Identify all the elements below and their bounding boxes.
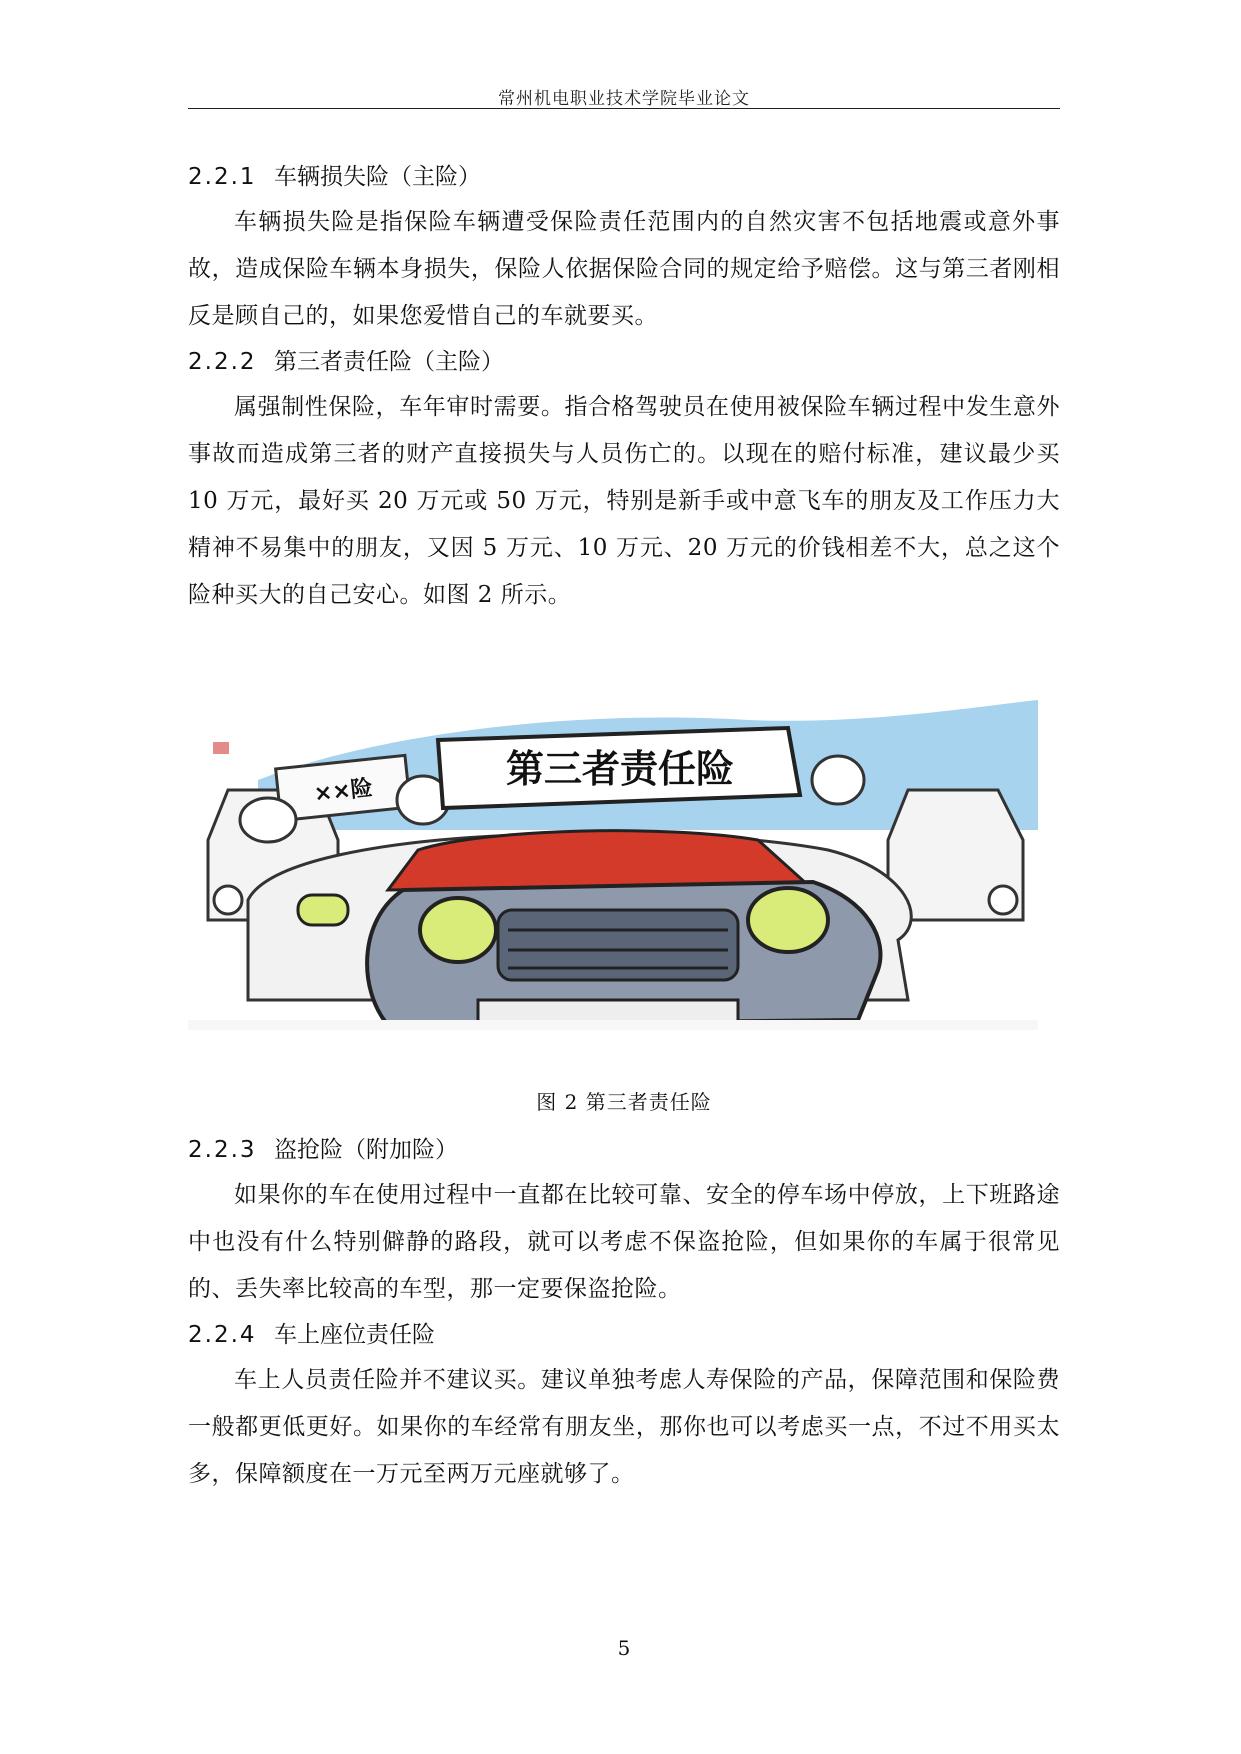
section-paragraph: 车上人员责任险并不建议买。建议单独考虑人寿保险的产品，保障范围和保险费一般都更低更好。如果你的车经常有朋友坐，那你也可以考虑买一点，不过不用买太多，保障额度在一万元至两万元座就够了。 [188,1367,1060,1487]
section-title: 盗抢险（附加险） [274,1137,458,1163]
left-hand [240,798,296,842]
section-title: 第三者责任险（主险） [274,349,504,375]
license-plate-area [478,1000,738,1022]
section-heading [188,1128,1060,1172]
section-paragraph: 如果你的车在使用过程中一直都在比较可靠、安全的停车场中停放，上下班路途中也没有什么特别僻静的路段，就可以考虑不保盗抢险，但如果你的车属于很常见的、丢失率比较高的车型，那一定要保盗抢险。 [188,1182,1060,1302]
left-headlight [420,898,496,962]
page-header: 常州机电职业技术学院毕业论文 [498,89,750,109]
section-number: 2.2.1 [188,164,257,190]
background-headlight [298,895,348,925]
section-number: 2.2.2 [188,349,257,375]
holding-hand-right [812,756,864,804]
car-cartoon-illustration [188,700,1038,1030]
small-sign-text: ××险 [312,775,374,807]
section-heading [188,1313,1060,1357]
section-heading [188,340,1060,384]
section-paragraph: 属强制性保险，车年审时需要。指合格驾驶员在使用被保险车辆过程中发生意外事故而造成第三者的财产直接损失与人员伤亡的。以现在的赔付标准，建议最少买 10 万元，最好买 20 万元或 50 万元，特别是新手或中意飞车的朋友及工作压力大精神不易集中的朋友，又因 5 万元、10 万元、20 万元的价钱相差不大，总之这个险种买大的自己安心。如图 2 所示。 [188,394,1060,608]
section-heading [188,155,1060,199]
main-sign-text: 第三者责任险 [505,747,735,791]
figure-caption: 图 2 第三者责任险 [536,1090,712,1114]
seal-stamp-icon [213,742,229,754]
figure-illustration [188,700,1038,1030]
content-top [188,155,1060,619]
section-number: 2.2.3 [188,1137,257,1163]
section-number: 2.2.4 [188,1322,257,1348]
section-paragraph: 车辆损失险是指保险车辆遭受保险责任范围内的自然灾害不包括地震或意外事故，造成保险车辆本身损失，保险人依据保险合同的规定给予赔偿。这与第三者刚相反是顾自己的，如果您爱惜自己的车就要买。 [188,209,1060,329]
right-headlight [748,888,828,952]
page-number: 5 [617,1636,631,1660]
section-title: 车上座位责任险 [274,1322,435,1348]
header-rule [188,108,1060,109]
section-title: 车辆损失险（主险） [274,164,481,190]
content-bottom [188,1128,1060,1498]
